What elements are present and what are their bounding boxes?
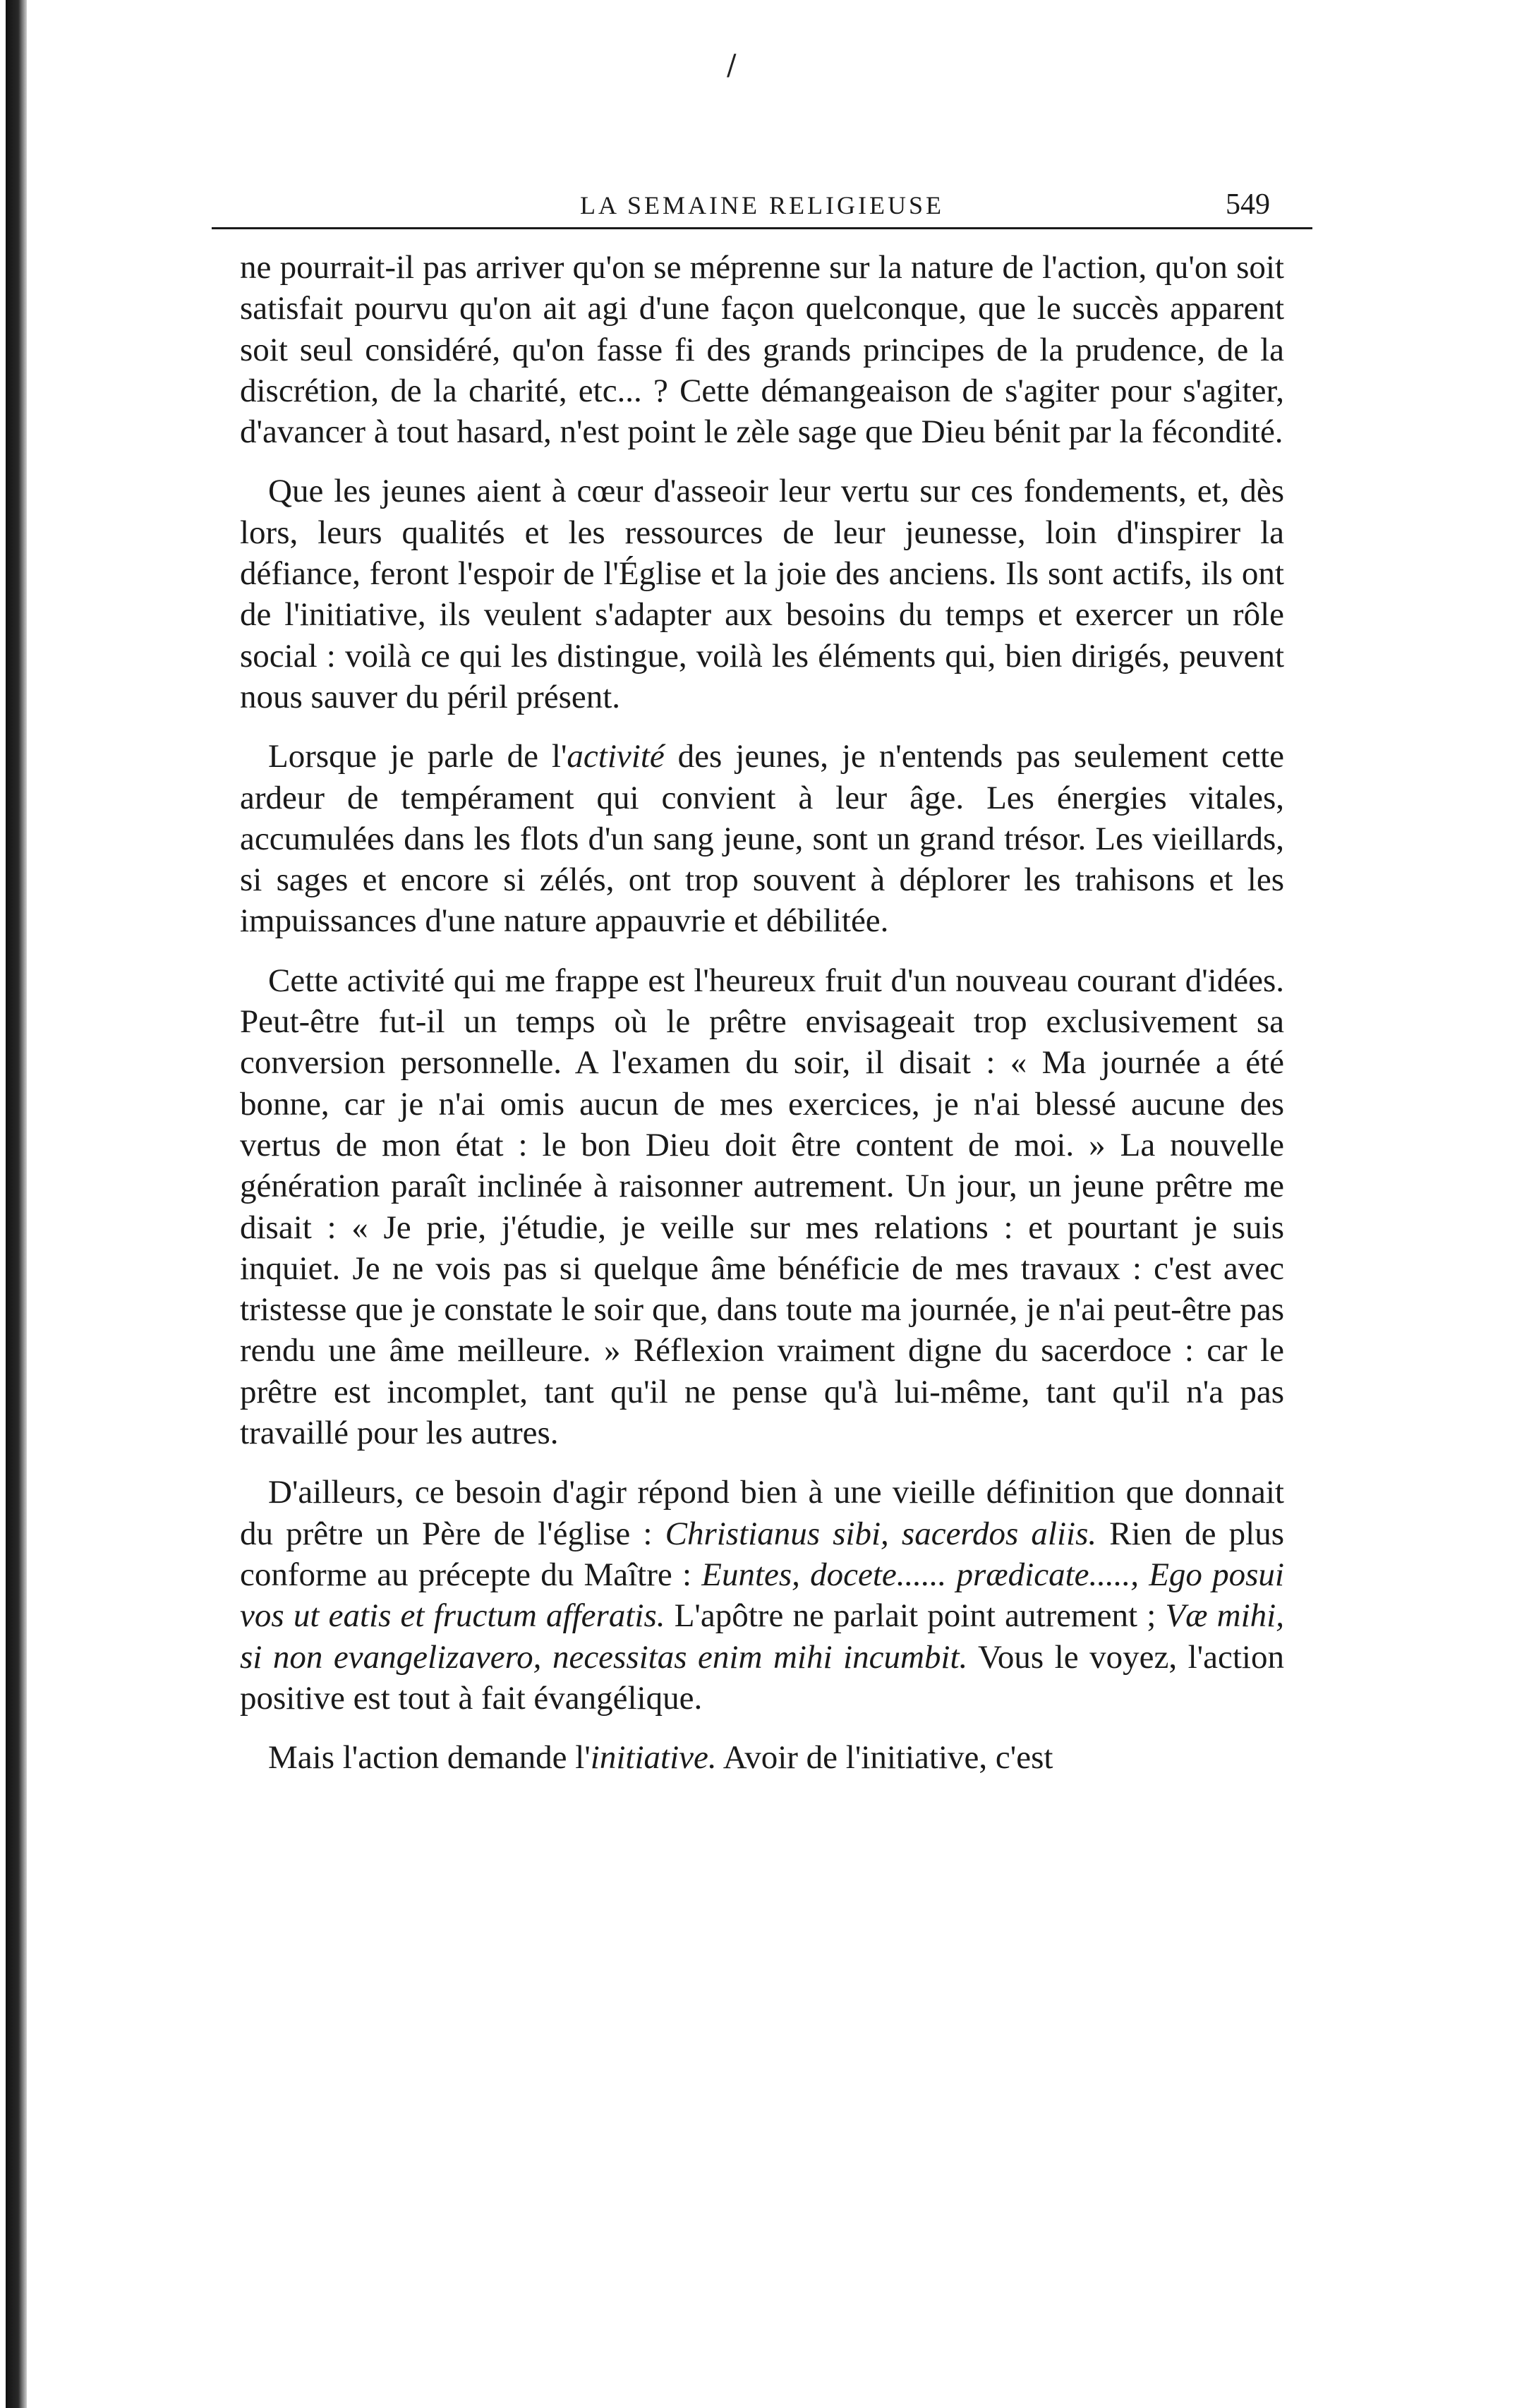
paragraph [240, 471, 1284, 718]
running-title: LA SEMAINE RELIGIEUSE [580, 191, 944, 219]
text-segment: Cette activité qui me frappe est l'heureux fruit d'un nouveau courant d'idées. Peut-être fut-il un temps où le prêtre envisageait trop exclusivement sa conversion personnelle. A l'examen du soir, il disait : « Ma journée a été bonne, car je n'ai omis aucun de mes exercices, je n'ai blessé aucune des vertus de mon état : le bon Dieu doit être content de moi. » La nouvelle génération paraît inclinée à raisonner autrement. Un jour, un jeune prêtre me disait : « Je prie, j'étudie, je veille sur mes relations : et pourtant je suis inquiet. Je ne vois pas si quelque âme bénéficie de mes travaux : c'est avec tristesse que je constate le soir que, dans toute ma journée, je n'ai peut-être pas rendu une âme meilleure. » Réflexion vraiment digne du sacerdoce : car le prêtre est incomplet, tant qu'il ne pense qu'à lui-même, tant qu'il n'a pas travaillé pour les autres. [240, 962, 1284, 1452]
italic-text: initiative. [590, 1739, 717, 1777]
page-number: 549 [1226, 188, 1270, 221]
stray-mark: / [727, 49, 737, 82]
text-segment: Avoir de l'initiative, c'est [716, 1739, 1053, 1777]
text-segment: des jeunes, je n'entends pas seulement cette ardeur de tempérament qui convient à leur âge. Les énergies vitales, accumulées dans les flots d'un sang jeune, sont un grand trésor. Les vieillards, si sages et encore si zélés, ont trop souvent à déplorer les trahisons et les impuissances d'une nature appauvrie et débilitée. [240, 738, 1284, 940]
text-segment: Que les jeunes aient à cœur d'asseoir leur vertu sur ces fondements, et, dès lors, leurs qualités et les ressources de leur jeunesse, loin d'inspirer la défiance, feront l'espoir de l'Église et la joie des anciens. Ils sont actifs, ils ont de l'initiative, ils veulent s'adapter aux besoins du temps et exercer un rôle social : voilà ce qui les distingue, voilà les éléments qui, bien dirigés, peuvent nous sauver du péril présent. [240, 473, 1284, 715]
paragraph [240, 960, 1284, 1454]
text-segment: D'ailleurs, ce besoin d'agir répond bien à une vieille définition que donnait du prêtre un Père de l'église : [240, 1474, 1284, 1552]
text-segment: L'apôtre ne parlait point autrement ; [665, 1597, 1166, 1635]
italic-text: Euntes, docete...... prædicate....., Ego posui vos ut eatis et fructum afferatis. [240, 1556, 1284, 1635]
book-spine-shadow [6, 0, 27, 2408]
paragraph [240, 247, 1284, 452]
body-text [240, 247, 1284, 1796]
italic-text: Christianus sibi, sacerdos aliis. [665, 1515, 1097, 1552]
italic-text: activité [567, 738, 665, 775]
page-header [212, 169, 1312, 226]
paragraph [240, 1472, 1284, 1719]
text-segment: Vous le voyez, l'action positive est tout à fait évangélique. [240, 1638, 1284, 1717]
text-segment: Rien de plus conforme au précepte du Maître : [240, 1515, 1284, 1593]
text-segment: ne pourrait-il pas arriver qu'on se méprenne sur la nature de l'action, qu'on soit satisfait pourvu qu'on ait agi d'une façon quelconque, que le succès apparent soit seul considéré, qu'on fasse fi des grands principes de la prudence, de la discrétion, de la charité, etc... ? Cette démangeaison de s'agiter pour s'agiter, d'avancer à tout hasard, n'est point le zèle sage que Dieu bénit par la fécondité. [240, 249, 1284, 451]
header-rule [212, 227, 1312, 229]
text-segment: Lorsque je parle de l' [268, 738, 567, 775]
paragraph [240, 1737, 1284, 1778]
paragraph [240, 736, 1284, 941]
book-page [212, 169, 1312, 1777]
text-segment: Mais l'action demande l' [268, 1739, 591, 1777]
italic-text: Væ mihi, si non evangelizavero, necessitas enim mihi incumbit. [240, 1597, 1284, 1676]
